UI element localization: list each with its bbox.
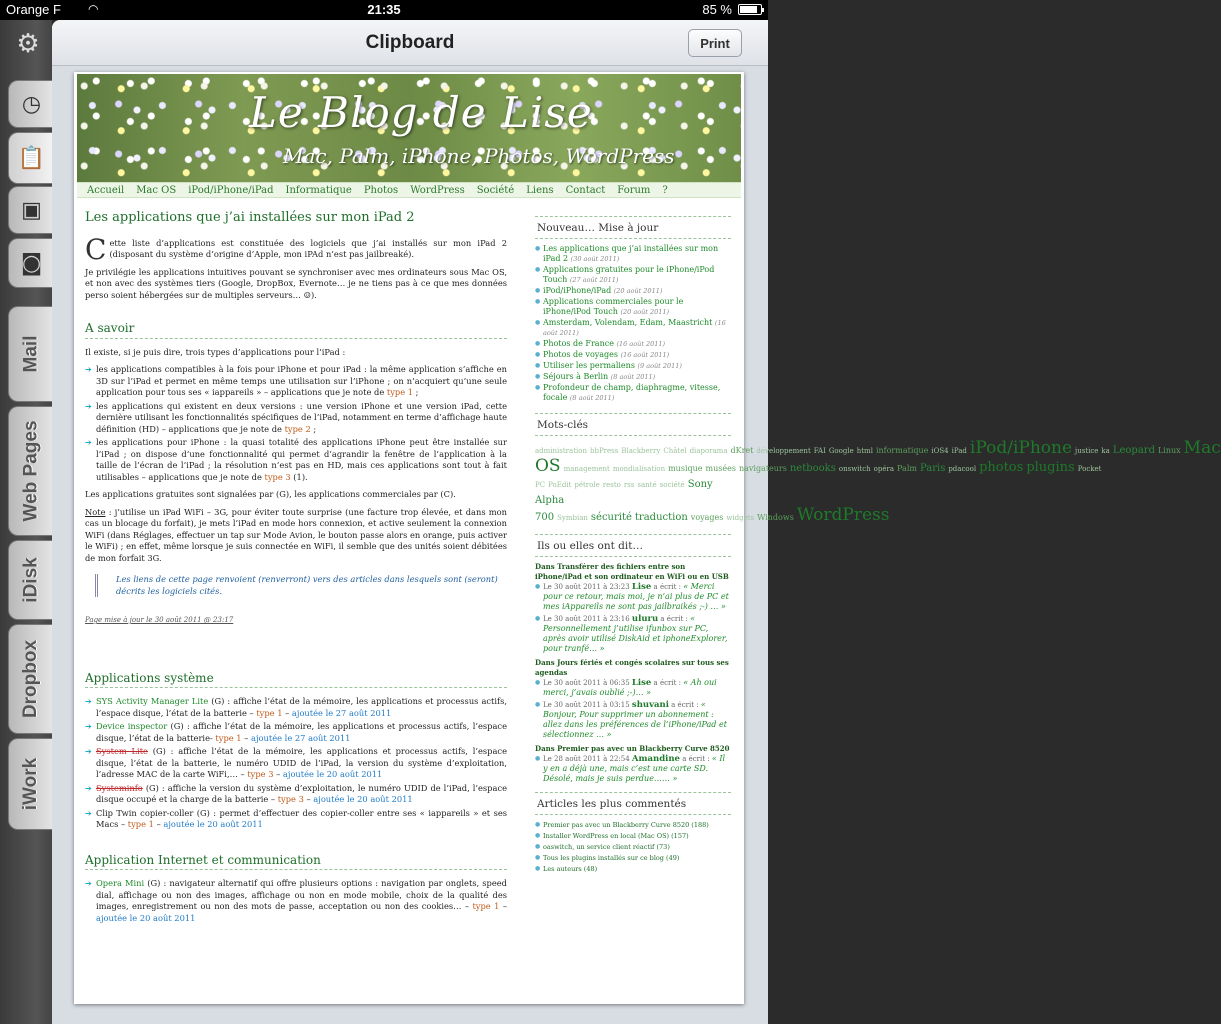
comment-author[interactable]: uluru — [631, 614, 659, 624]
popular-post[interactable]: ● Les auteurs (48) — [535, 864, 731, 874]
app-desc: (G) : affiche l’état de la mémoire, les applications et processus actifs, l’espace disque, l’état de la batterie, le numéro UDID de l’iPad, la version du système d’exploitation, l’adresse MAC de la carte WiFi,… – — [96, 746, 507, 779]
app-desc: (G) : affiche l’état de la mémoire, les applications et processus actifs, l’espace disque, l’état de la batterie- — [96, 721, 507, 743]
recent-post-title[interactable]: Photos de voyages — [543, 350, 621, 359]
comment-author[interactable]: Lise — [631, 582, 652, 592]
menu-item[interactable]: Société — [476, 185, 515, 196]
tab-idisk-label: iDisk — [20, 557, 42, 603]
recent-post-date: (8 août 2011) — [569, 394, 615, 402]
recent-post-title[interactable]: Utiliser les permaliens — [543, 361, 638, 370]
tag-link[interactable]: Blackberry — [621, 447, 661, 455]
recent-post-date: (9 août 2011) — [637, 362, 682, 370]
app-sep: – — [241, 732, 252, 743]
comment-author[interactable]: shuvani — [631, 700, 669, 710]
recent-post-title[interactable]: Amsterdam, Volendam, Edam, Maastricht — [543, 318, 715, 327]
tag-link[interactable]: FAI — [813, 447, 826, 455]
recent-post[interactable] — [535, 265, 731, 285]
article-title: Les applications que j’ai installées sur mon iPad 2 — [85, 210, 415, 225]
tag-link[interactable]: PoEdit — [548, 481, 572, 489]
tag-link[interactable]: Mac OS — [535, 438, 1221, 476]
carrier-name: Orange F — [6, 2, 61, 17]
app-desc: (G) : affiche l’état de la mémoire, les applications et processus actifs, l’espace disque, l’état de la batterie – — [96, 696, 507, 718]
recent-post-date: (8 août 2011) — [610, 373, 656, 381]
recent-post-date: (16 août 2011) — [620, 351, 670, 359]
recent-post[interactable] — [535, 244, 731, 264]
recent-post-title[interactable]: Applications gratuites pour le iPhone/iPod Touch — [543, 265, 715, 284]
type-end: ; — [413, 387, 419, 397]
clock: 21:35 — [367, 2, 401, 17]
comment-text[interactable]: « Ah oui merci, j’avais oublié ;-)… » — [543, 678, 717, 697]
tag-link[interactable]: sécurité — [590, 512, 632, 523]
app-sidebar — [0, 20, 52, 1024]
clipboard-icon: 📋 — [17, 145, 46, 171]
app-link[interactable]: Systeminfo — [96, 782, 143, 793]
comment-author[interactable]: Lise — [631, 678, 652, 688]
tag-link[interactable]: santé — [637, 481, 657, 489]
wifi-note — [85, 507, 507, 565]
tag-link[interactable]: diaporama — [689, 447, 728, 455]
tag-link[interactable]: Linux — [1157, 446, 1181, 455]
tag-link[interactable]: iPad — [951, 447, 967, 455]
app-desc: (G) : navigateur alternatif qui offre plusieurs options : navigation par onglets, speed dial, affichage ou non des images, affichage ou non en mode mobile, choix de la qualité des images, enregistrement ou non des mots de passe, acceptation ou non des cookies… – — [96, 878, 507, 911]
tag-link[interactable]: plugins — [1026, 460, 1075, 475]
app-sep: – — [282, 707, 292, 718]
article-paragraph: Je privilégie les applications intuitives pouvant se synchroniser avec mes ordinateurs sous Mac OS, et non avec des systèmes tiers (Google, DropBox, Evernote… je ne tiens pas à ce que mes données perso soient hébergées sur de multiples serveurs… ☺). — [85, 266, 507, 300]
comment-text[interactable]: « Merci pour ce retour, mais moi, je n’ai plus de PC et mes iAppareils ne sont pas jailbraikés ;-) … » — [543, 582, 729, 611]
tag-link[interactable]: rss — [623, 481, 635, 489]
comment-meta: Le 30 août 2011 à 23:16 — [543, 615, 632, 623]
recent-post[interactable] — [535, 339, 731, 349]
tag-link[interactable]: pdacool — [948, 465, 977, 473]
popular-post[interactable]: ● Installer WordPress en local (Mac OS) (157) — [535, 831, 731, 841]
gear-icon[interactable]: ⚙ — [16, 29, 40, 59]
app-item — [85, 696, 507, 719]
tag-link[interactable]: Symbian — [557, 514, 588, 522]
tags-heading: Mots-clés — [535, 413, 731, 436]
comment-meta: Le 30 août 2011 à 06:35 — [543, 679, 632, 687]
tag-link[interactable]: resto — [602, 481, 621, 489]
type-text: les applications qui existent en deux versions : une version iPhone et une version iPad, cette dernière utilisant les fonctionnalités spécifiques de l’iPad, notamment en terme d’affichage haute définition (HD) – applications que je note de — [96, 400, 507, 434]
recent-post-date: (20 août 2011) — [620, 308, 670, 316]
comment-said: a écrit : — [651, 679, 684, 687]
recent-heading: Nouveau… Mise à jour — [535, 216, 731, 239]
app-sep: – — [303, 794, 314, 804]
comment-said: a écrit : — [668, 701, 701, 709]
recent-post[interactable] — [535, 297, 731, 317]
tag-link[interactable]: administration — [535, 447, 587, 455]
menu-item[interactable]: Liens — [526, 185, 554, 196]
app-added: ajoutée le 27 août 2011 — [291, 707, 392, 718]
recent-post-title[interactable]: Photos de France — [543, 339, 617, 348]
recent-post-title[interactable]: Séjours à Berlin — [543, 372, 611, 381]
clipboard-panel — [52, 20, 1221, 1024]
clipboard-page[interactable] — [74, 72, 1221, 1004]
tab-history[interactable] — [8, 80, 54, 128]
popular-post[interactable]: ● oaswitch, un service client réactif (73) — [535, 842, 731, 852]
app-added: ajoutée le 20 août 2011 — [163, 819, 263, 829]
comment-item — [535, 700, 731, 740]
print-button[interactable]: Print — [688, 29, 742, 57]
status-bar — [0, 0, 768, 20]
recent-comments — [535, 562, 731, 784]
recent-post[interactable] — [535, 286, 731, 296]
tag-link[interactable]: mondialisation — [612, 465, 666, 473]
tag-link[interactable]: voyages — [690, 513, 724, 522]
comment-author[interactable]: Amandine — [631, 754, 680, 764]
popular-post[interactable]: ● Tous les plugins installés sur ce blog (49) — [535, 853, 731, 863]
recent-post[interactable] — [535, 350, 731, 360]
system-apps-list — [85, 696, 507, 831]
internet-apps-list — [85, 878, 507, 924]
type-tag[interactable]: type 2 — [284, 423, 311, 434]
type-text: les applications pour iPhone : la quasi totalité des applications iPhone peut être installée sur l’iPad ; on dispose d’une fonctionnalité qui permet d’agrandir la fenêtre de l’application à la taille de l’écran de l’iPad ; la résolution n’est pas en HD, mais ces applications sont tout à fait utilisables – applications que je note de — [96, 437, 507, 482]
tab-web-pages[interactable] — [8, 406, 54, 536]
app-type[interactable]: type 1 — [215, 732, 242, 743]
comment-meta: Le 28 août 2011 à 22:54 — [543, 755, 632, 763]
type-tag[interactable]: type 3 — [264, 471, 291, 482]
tag-link[interactable]: développement — [756, 447, 811, 455]
free-paid-note: Les applications gratuites sont signalées par (G), les applications commerciales par (C). — [85, 489, 456, 499]
tag-link[interactable]: pétrole — [574, 481, 600, 489]
tag-link[interactable]: Paris — [919, 463, 946, 474]
comment-item — [535, 678, 731, 698]
menu-item[interactable]: Accueil — [87, 185, 125, 196]
app-desc: (G) : affiche la version du système d’exploitation, le numéro UDID de l’iPad, l’espace disque occupé et la charge de la batterie – — [96, 782, 507, 804]
recent-post-date: (20 août 2011) — [613, 287, 663, 295]
blog-right-sidebar — [535, 216, 1221, 884]
tab-dropbox[interactable] — [8, 624, 54, 734]
comment-said: a écrit : — [679, 755, 712, 763]
comment-item — [535, 754, 731, 784]
menu-item[interactable]: Contact — [565, 185, 606, 196]
menu-item[interactable]: Mac OS — [136, 185, 177, 196]
tag-link[interactable]: Windows — [757, 513, 794, 522]
app-added: ajoutée le 20 août 2011 — [96, 912, 196, 923]
tag-link[interactable]: justice — [1075, 447, 1099, 455]
app-item — [85, 783, 507, 806]
tag-link[interactable]: WordPress — [796, 505, 890, 525]
recent-post[interactable] — [535, 372, 731, 382]
tag-link[interactable]: management — [563, 465, 610, 473]
comment-said: a écrit : — [651, 583, 684, 591]
note-label: Note — [85, 506, 106, 517]
tab-mail-label: Mail — [20, 335, 42, 373]
app-link[interactable]: System Lite — [96, 746, 148, 756]
app-type[interactable]: type 1 — [256, 707, 283, 718]
drop-cap: C — [85, 232, 107, 266]
blog-menu — [77, 182, 741, 198]
tag-link[interactable]: onswitch — [838, 465, 871, 473]
tab-web-pages-label: Web Pages — [20, 420, 42, 522]
tag-link[interactable]: société — [659, 481, 685, 489]
app-link[interactable]: Device inspector — [96, 721, 168, 731]
recent-post[interactable] — [535, 383, 731, 403]
comment-item — [535, 582, 731, 612]
app-item — [85, 878, 507, 924]
clock-icon: ◷ — [21, 91, 42, 117]
tag-link[interactable]: navigateurs — [738, 464, 787, 473]
app-item — [85, 746, 507, 781]
menu-item[interactable]: Forum — [617, 185, 651, 196]
wifi-icon: ◠ — [88, 2, 99, 16]
tab-dropbox-label: Dropbox — [20, 639, 42, 719]
app-item — [85, 721, 507, 744]
popular-post[interactable]: ● Premier pas avec un Blackberry Curve 8520 (188) — [535, 820, 731, 830]
app-link[interactable]: Opera Mini — [96, 878, 145, 888]
tag-link[interactable]: Sony Alpha 700 — [535, 479, 713, 523]
tag-link[interactable]: bbPress — [589, 447, 619, 455]
app-item — [85, 808, 507, 831]
section-a-savoir: A savoir — [85, 323, 507, 339]
tag-link[interactable]: informatique — [875, 446, 929, 455]
battery-icon — [738, 4, 762, 15]
comments-heading: Ils ou elles ont dit… — [535, 534, 731, 557]
blog-subtitle: Mac, Palm, iPhone, Photos, WordPress — [283, 144, 675, 168]
battery-level: 85 % — [702, 2, 732, 17]
section-system-apps: Applications système — [85, 673, 507, 689]
blog-banner[interactable] — [77, 74, 741, 182]
type-item — [85, 437, 507, 483]
types-intro: Il existe, si je puis dire, trois types d’applications pour l’iPad : — [85, 346, 346, 357]
section-internet-apps: Application Internet et communication — [85, 855, 507, 871]
tag-link[interactable]: iPod/iPhone — [969, 438, 1073, 458]
tag-link[interactable]: Google — [828, 447, 854, 455]
tag-link[interactable]: Leopard — [1112, 445, 1155, 456]
comment-meta: Le 30 août 2011 à 23:23 — [543, 583, 632, 591]
menu-item[interactable]: Informatique — [285, 185, 352, 196]
comment-post-title[interactable]: Dans Premier pas avec un Blackberry Curve 8520 — [535, 744, 730, 753]
app-added: ajoutée le 20 août 2011 — [313, 794, 413, 804]
page-title: Clipboard — [365, 32, 455, 53]
tag-link[interactable]: dKret — [730, 446, 754, 455]
tab-photos[interactable] — [8, 238, 54, 288]
tab-contacts[interactable] — [8, 186, 54, 234]
app-type[interactable]: type 3 — [247, 769, 274, 779]
recent-post-date: (30 août 2011) — [570, 255, 620, 263]
tab-iwork[interactable] — [8, 738, 54, 830]
menu-item[interactable]: ? — [662, 185, 668, 196]
tag-link[interactable]: Palm — [897, 464, 917, 473]
links-quote: Les liens de cette page renvoient (renverront) vers des articles dans lesquels sont (seront) décrits les logiciels cités. — [95, 574, 507, 597]
comment-meta: Le 30 août 2011 à 03:15 — [543, 701, 632, 709]
comment-text[interactable]: « Il y en a déjà une, mais c’est une carte SD. Désolé, mais je suis perdue…… » — [543, 754, 726, 783]
blog-title: Le Blog de Lise — [249, 88, 593, 137]
contacts-icon: ▣ — [21, 197, 42, 223]
recent-post-title[interactable]: iPod/iPhone/iPad — [543, 286, 614, 295]
comment-post-title[interactable]: Dans Jours fériés et congés scolaires sur tous ses agendas — [535, 658, 729, 677]
tab-idisk[interactable] — [8, 540, 54, 620]
tab-mail[interactable] — [8, 306, 54, 402]
tag-link[interactable]: Châtel — [663, 447, 687, 455]
tag-link[interactable]: ka — [1101, 447, 1110, 455]
type-tag[interactable]: type 1 — [386, 387, 414, 397]
panel-header — [52, 20, 768, 66]
app-sep: – — [153, 819, 164, 829]
comment-text[interactable]: « Bonjour, Pour supprimer un abonnement : allez dans les préférences de l’iPhone/iPad et sélectionnez … » — [543, 700, 727, 739]
recent-post[interactable] — [535, 361, 731, 371]
app-type[interactable]: type 1 — [472, 901, 500, 911]
popular-heading: Articles les plus commentés — [535, 792, 731, 815]
app-added: ajoutée le 27 août 2011 — [251, 732, 351, 743]
tag-link[interactable]: netbooks — [789, 463, 836, 474]
comment-item — [535, 614, 731, 654]
menu-item[interactable]: WordPress — [410, 185, 465, 196]
tag-link[interactable]: musique — [668, 464, 703, 473]
app-type[interactable]: type 3 — [277, 794, 304, 804]
type-end: ; — [310, 423, 317, 434]
comment-post-title[interactable]: Dans Transférer des fichiers entre son iPhone/iPad et son ordinateur en WiFi ou en USB — [535, 562, 729, 581]
popular-posts-list — [535, 820, 731, 874]
tag-link[interactable]: musées — [705, 464, 736, 473]
app-link[interactable]: SYS Activity Manager Lite — [96, 696, 209, 706]
types-list — [85, 364, 507, 483]
tag-cloud — [535, 438, 1221, 526]
menu-item[interactable]: iPod/iPhone/iPad — [188, 185, 274, 196]
tab-clipboard[interactable] — [8, 132, 54, 184]
updated-date: Page mise à jour le 30 août 2011 @ 23:17 — [85, 616, 234, 624]
type-end: (1). — [290, 471, 308, 482]
app-added: ajoutée le 20 août 2011 — [282, 769, 383, 779]
tag-link[interactable]: photos — [979, 460, 1024, 475]
app-type[interactable]: type 1 — [127, 819, 154, 829]
type-item — [85, 401, 507, 436]
tag-link[interactable]: html — [856, 447, 873, 455]
tag-link[interactable]: traduction — [634, 512, 688, 523]
type-text: les applications compatibles à la fois pour iPhone et pour iPad : la même application s’affiche en 3D sur l’iPad et permet en même temps une utilisation sur l’iPhone ; on n’acquiert qu’une seule application pour tous ses « iappareils » – applications que je note de — [96, 364, 507, 397]
article-intro — [85, 232, 507, 266]
comment-text[interactable]: « Personnellement j’utilise ifunbox sur PC, après avoir utilisé DiskAid et iphoneExplorer, pour tranfé… » — [543, 614, 728, 653]
recent-post-title[interactable]: Applications commerciales pour le iPhone/iPod Touch — [543, 297, 684, 316]
app-sep: – — [273, 769, 283, 779]
intro-text: ette liste d’applications est constituée des logiciels que j’ai installés sur mon iPad 2 (disposant du système d’origine d’Apple, mon iPAd n’est pas jailbreaké). — [109, 237, 507, 259]
recent-post-title[interactable]: Profondeur de champ, diaphragme, vitesse, focale — [543, 383, 721, 402]
tag-link[interactable]: widgets — [726, 514, 755, 522]
type-item — [85, 364, 507, 399]
tag-link[interactable]: opéra — [873, 465, 895, 473]
recent-posts-list — [535, 244, 731, 403]
tab-iwork-label: iWork — [20, 757, 42, 811]
app-sep: – — [499, 901, 507, 911]
recent-post-title[interactable]: Les applications que j’ai installées sur mon iPad 2 — [543, 244, 719, 263]
article — [85, 212, 507, 930]
app-desc: Clip Twin copier-coller (G) : permet d’effectuer des copier-coller entre ses « iappareils » et ses Macs – — [96, 807, 507, 829]
recent-post-date: (27 août 2011) — [569, 276, 619, 284]
recent-post[interactable] — [535, 318, 731, 338]
tag-link[interactable]: iOS4 — [931, 447, 949, 455]
recent-post-date: (16 août 2011) — [543, 319, 726, 337]
camera-icon: ◙ — [20, 250, 43, 276]
recent-post-date: (16 août 2011) — [616, 340, 666, 348]
comment-said: a écrit : — [658, 615, 691, 623]
note-text: : j’utilise un iPad WiFi – 3G, pour éviter toute surprise (une facture trop élevée, et dans mon cas un blocage du forfait), je mets l’iPad en mode hors connexion, et active seulement la connexion WiFi (dans Réglages, effectuer un tap sur Mode Avion, le bouton passe alors en orange, puis activer le WiFi) ; en effet, même lorsque je suis connectée en WiFi, il semble que des unités soient débitées de mon forfait 3G. — [85, 506, 507, 563]
tag-link[interactable]: Pocket PC — [535, 465, 1102, 489]
menu-item[interactable]: Photos — [363, 185, 399, 196]
